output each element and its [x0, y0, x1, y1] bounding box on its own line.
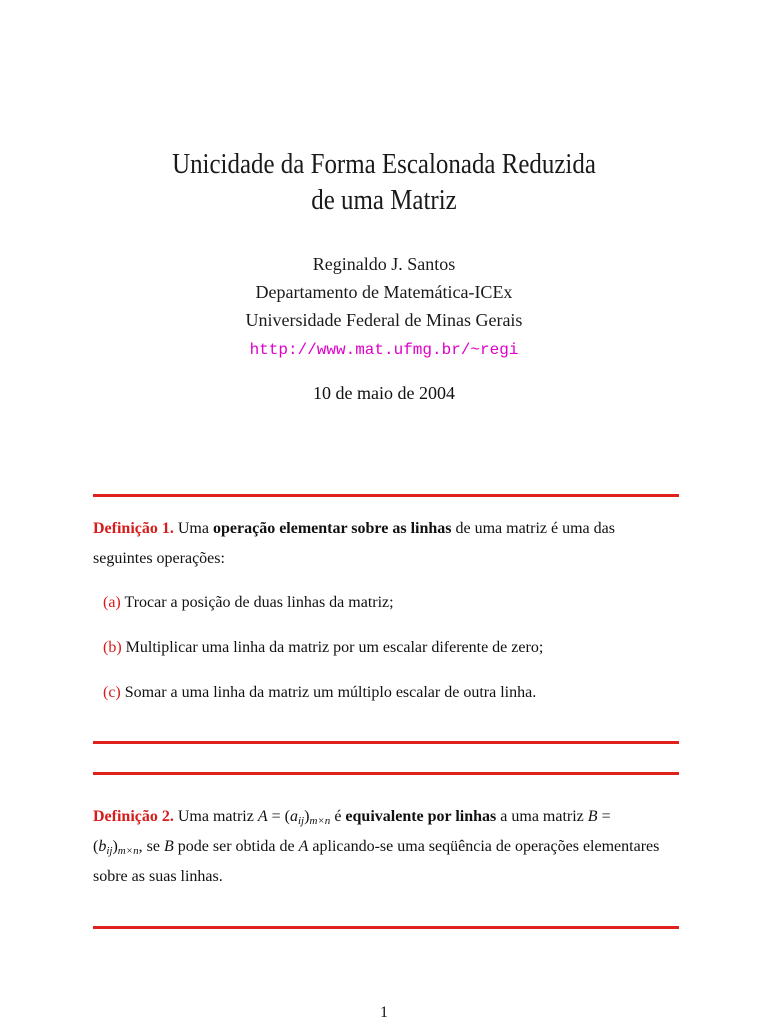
definition-1-text-line2: seguintes operações: [93, 550, 225, 567]
list-item-marker: (b) [103, 639, 122, 656]
page-number: 1 [380, 1004, 388, 1021]
definition-2-label: Definição 2. [93, 808, 174, 825]
math-var-b: b [98, 838, 107, 855]
math-var-A: A [257, 808, 268, 825]
author-department: Departamento de Matemática-ICEx [255, 282, 513, 302]
math-eq-2: = [601, 808, 611, 825]
math-sub-ij: ij [297, 815, 305, 827]
math-open: ( [93, 838, 99, 855]
definition-2-text-e: é [334, 808, 342, 825]
definition-2-bottom-rule [93, 926, 679, 929]
definition-2-text: Uma matriz [177, 808, 254, 825]
list-item [103, 590, 673, 616]
list-item [103, 680, 673, 706]
list-item-marker: (a) [103, 594, 121, 611]
list-item-marker: (c) [103, 684, 121, 701]
definition-1-label: Definição 1. [93, 520, 174, 537]
author-name: Reginaldo J. Santos [312, 254, 456, 274]
math-var-A-2: A [298, 838, 309, 855]
math-sub-mxn: m×n [309, 815, 331, 827]
definition-2-term: equivalente por linhas [345, 808, 497, 825]
definition-1-bottom-rule [93, 741, 679, 744]
title-line-1: Unicidade da Forma Escalonada Reduzida [172, 148, 596, 180]
definition-2-top-rule [93, 772, 679, 775]
math-eq: = ( [271, 808, 290, 825]
math-sub-mxn-2: m×n [117, 845, 139, 857]
math-close: ) [304, 808, 310, 825]
math-var-B: B [587, 808, 598, 825]
math-close-2: ) [112, 838, 118, 855]
definition-2-text-6: aplicando-se uma seqüência de operações elementares [312, 838, 660, 855]
definition-2-text-4: , se [138, 838, 160, 855]
math-var-a: a [289, 808, 298, 825]
math-var-B-2: B [163, 838, 174, 855]
definition-1-top-rule [93, 494, 679, 497]
definition-2-paragraph [93, 802, 679, 892]
definition-1-paragraph [93, 514, 679, 574]
list-item-text: Trocar a posição de duas linhas da matriz; [124, 594, 394, 611]
definition-1-term: operação elementar sobre as linhas [212, 520, 452, 537]
author-university: Universidade Federal de Minas Gerais [245, 310, 523, 330]
math-sub-ij-2: ij [106, 845, 113, 857]
definition-2-text-7: sobre as suas linhas. [93, 868, 223, 885]
definition-2-text-5: pode ser obtida de [177, 838, 295, 855]
list-item-text: Multiplicar uma linha da matriz por um escalar diferente de zero; [125, 639, 544, 656]
list-item-text: Somar a uma linha da matriz um múltiplo escalar de outra linha. [124, 684, 537, 701]
list-item [103, 635, 673, 661]
title-line-2: de uma Matriz [311, 184, 457, 216]
author-block [0, 250, 768, 364]
definition-1-text: Uma [177, 520, 209, 537]
definition-2-text-3: a uma matriz [500, 808, 584, 825]
definition-1-text-after: de uma matriz é uma das [455, 520, 615, 537]
paper-date: 10 de maio de 2004 [313, 383, 455, 403]
author-url-link[interactable]: http://www.mat.ufmg.br/~regi [249, 341, 519, 359]
